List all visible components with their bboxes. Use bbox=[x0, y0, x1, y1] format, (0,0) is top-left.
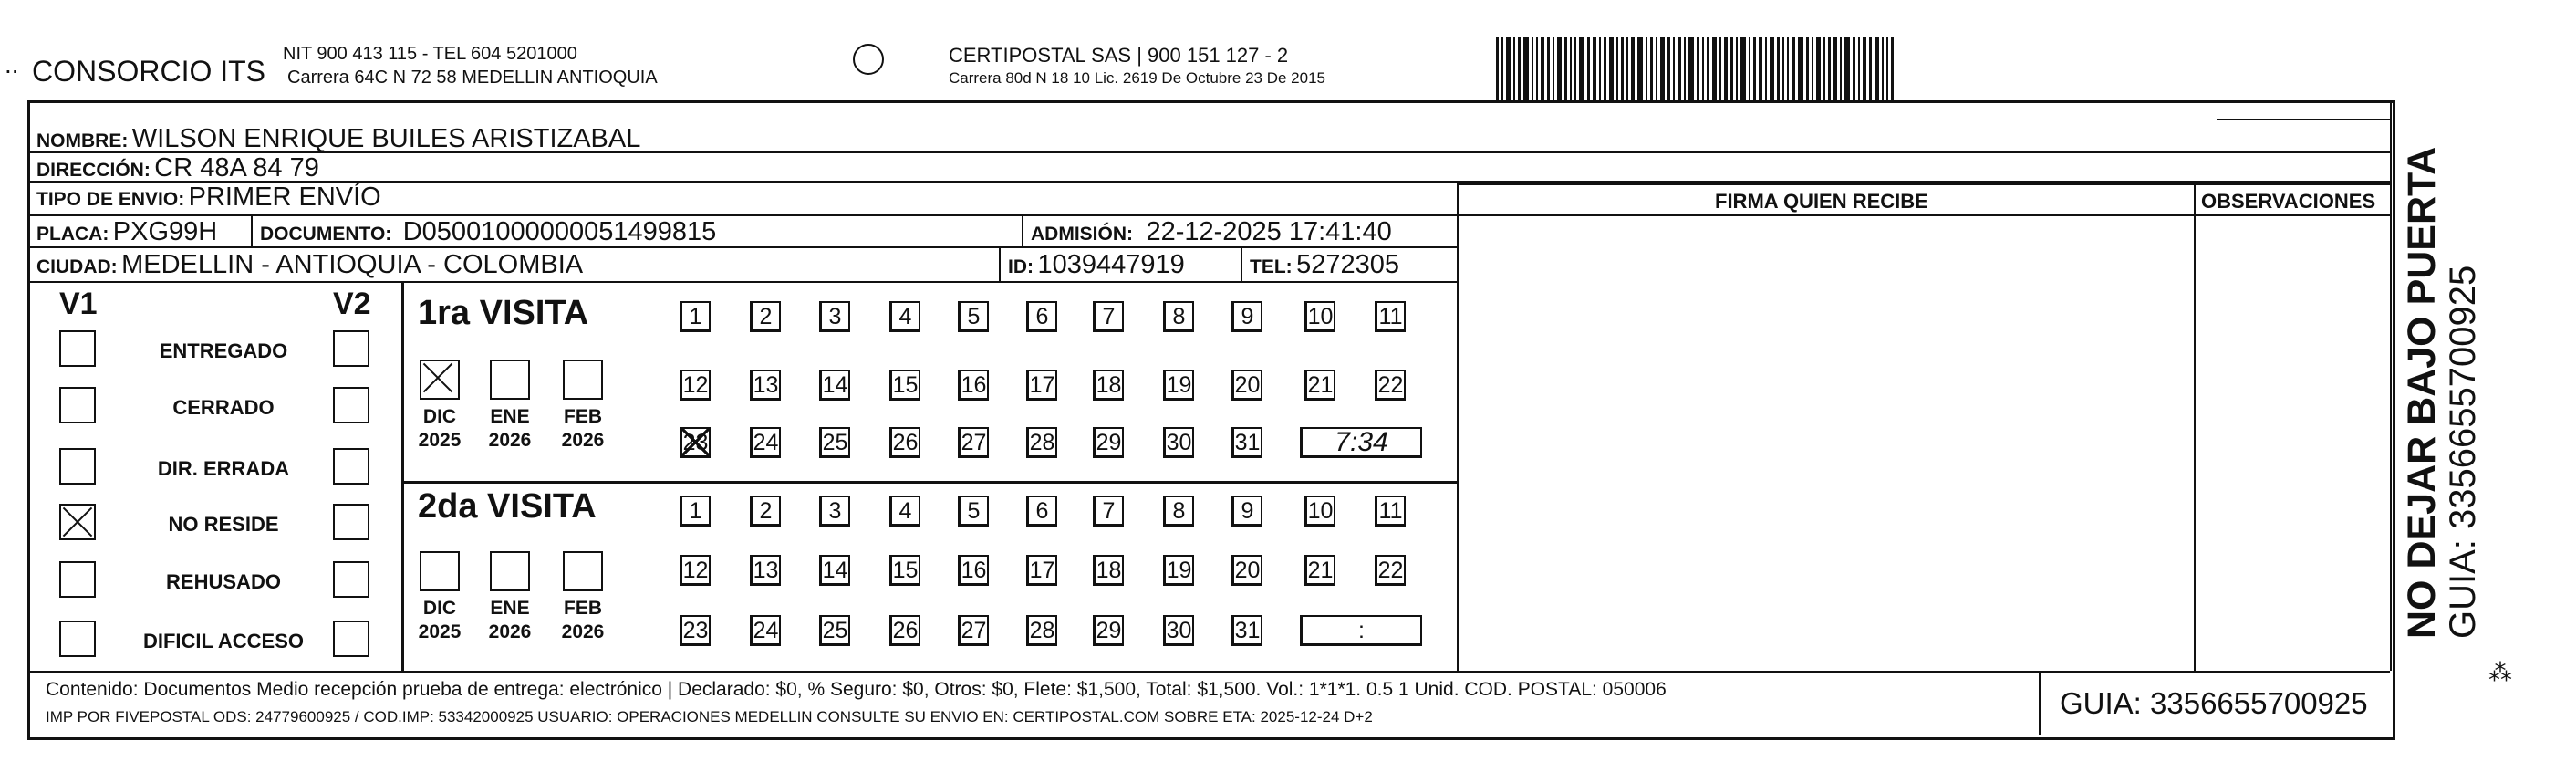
v1-label: V1 bbox=[59, 287, 98, 321]
v2-checkbox[interactable] bbox=[333, 448, 369, 485]
footer-contenido: Contenido: Documentos Medio recepción prueba de entrega: electrónico | Declarado: $0, % Seguro: $0, Otros: $0, Flete: $1,500, Total: $1,500. Vol.: 1*1*1. 0.5 1 Unid. COD. POSTAL: 050006 bbox=[46, 679, 1667, 700]
day-box[interactable]: 28 bbox=[1026, 427, 1057, 458]
month-checkbox[interactable] bbox=[563, 551, 603, 591]
day-box[interactable]: 31 bbox=[1231, 615, 1262, 646]
status-label: NO RESIDE bbox=[168, 513, 279, 536]
v2-checkbox[interactable] bbox=[333, 621, 369, 657]
day-box[interactable]: 23 bbox=[680, 615, 711, 646]
v2-checkbox[interactable] bbox=[333, 387, 369, 423]
day-box[interactable]: 15 bbox=[889, 370, 920, 401]
day-box[interactable]: 12 bbox=[680, 370, 711, 401]
day-box[interactable]: 25 bbox=[819, 615, 850, 646]
firma-label: FIRMA QUIEN RECIBE bbox=[1715, 190, 1928, 213]
id-row bbox=[1008, 250, 1185, 280]
month-label: FEB 2026 bbox=[561, 598, 605, 642]
nombre-label: NOMBRE: bbox=[36, 130, 129, 151]
day-box[interactable]: 2 bbox=[750, 496, 781, 527]
month-checkbox[interactable] bbox=[490, 360, 530, 400]
day-box[interactable]: 14 bbox=[819, 555, 850, 586]
status-label: DIR. ERRADA bbox=[157, 457, 290, 480]
v1-checkbox[interactable] bbox=[59, 561, 96, 598]
tipo-value: PRIMER ENVÍO bbox=[188, 183, 381, 212]
month-checkbox[interactable] bbox=[490, 551, 530, 591]
day-box[interactable]: 6 bbox=[1026, 301, 1057, 332]
day-box[interactable]: 26 bbox=[889, 615, 920, 646]
ciudad-label: CIUDAD: bbox=[36, 256, 118, 277]
footer-imp: IMP POR FIVEPOSTAL ODS: 24779600925 / COD.IMP: 53342000925 USUARIO: OPERACIONES MEDELLIN CONSULTE SU ENVIO EN: CERTIPOSTAL.COM SOBRE ETA: 2025-12-24 D+2 bbox=[46, 708, 1373, 725]
certipostal-address: Carrera 80d N 18 10 Lic. 2619 De Octubre 23 De 2015 bbox=[949, 69, 1325, 87]
month-label: DIC 2025 bbox=[418, 598, 462, 642]
day-box[interactable]: 13 bbox=[750, 370, 781, 401]
month-label: ENE 2026 bbox=[488, 406, 532, 451]
company-nit: NIT 900 413 115 - TEL 604 5201000 bbox=[283, 44, 577, 64]
placa-label: PLACA: bbox=[36, 224, 109, 245]
tel-value: 5272305 bbox=[1296, 250, 1400, 279]
status-label: REHUSADO bbox=[166, 570, 281, 593]
day-box[interactable]: 30 bbox=[1163, 427, 1194, 458]
id-value: 1039447919 bbox=[1037, 250, 1185, 279]
month-checkbox[interactable] bbox=[563, 360, 603, 400]
status-label: DIFICIL ACCESO bbox=[142, 630, 304, 652]
v1-checkbox[interactable] bbox=[59, 504, 96, 540]
day-box[interactable]: 15 bbox=[889, 555, 920, 586]
id-label: ID: bbox=[1008, 256, 1034, 277]
v2-checkbox[interactable] bbox=[333, 561, 369, 598]
direccion-value: CR 48A 84 79 bbox=[154, 153, 319, 183]
month-label: ENE 2026 bbox=[488, 598, 532, 642]
observaciones-label: OBSERVACIONES bbox=[2201, 190, 2376, 213]
v2-checkbox[interactable] bbox=[333, 504, 369, 540]
tipo-label: TIPO DE ENVIO: bbox=[36, 189, 185, 210]
month-label: DIC 2025 bbox=[418, 406, 462, 451]
day-box[interactable]: 13 bbox=[750, 555, 781, 586]
v1-checkbox[interactable] bbox=[59, 387, 96, 423]
certipostal-name: CERTIPOSTAL SAS | 900 151 127 - 2 bbox=[949, 44, 1289, 67]
day-box[interactable]: 24 bbox=[750, 615, 781, 646]
barcode bbox=[1496, 37, 1896, 100]
visit2-title: 2da VISITA bbox=[418, 487, 597, 526]
day-box[interactable]: 24 bbox=[750, 427, 781, 458]
tel-row bbox=[1250, 250, 1399, 280]
day-box[interactable]: 17 bbox=[1026, 555, 1057, 586]
day-box[interactable]: 29 bbox=[1093, 427, 1124, 458]
day-box[interactable]: 6 bbox=[1026, 496, 1057, 527]
delivery-form bbox=[27, 100, 2395, 740]
ciudad-value: MEDELLIN - ANTIOQUIA - COLOMBIA bbox=[121, 250, 584, 279]
day-box[interactable]: 26 bbox=[889, 427, 920, 458]
time-box[interactable]: : bbox=[1300, 615, 1422, 646]
nombre-value: WILSON ENRIQUE BUILES ARISTIZABAL bbox=[131, 124, 641, 153]
day-box[interactable]: 21 bbox=[1304, 370, 1335, 401]
day-box[interactable]: 2 bbox=[750, 301, 781, 332]
admision-value: 22-12-2025 17:41:40 bbox=[1146, 217, 1392, 246]
side-text bbox=[2401, 0, 2483, 639]
tel-label: TEL: bbox=[1250, 256, 1293, 277]
direccion-label: DIRECCIÓN: bbox=[36, 160, 151, 181]
documento-value: D05001000000051499815 bbox=[402, 217, 717, 246]
day-box[interactable]: 1 bbox=[680, 301, 711, 332]
admision-label: ADMISIÓN: bbox=[1031, 224, 1133, 245]
documento-label: DOCUMENTO: bbox=[260, 224, 392, 245]
day-box[interactable]: 27 bbox=[958, 615, 989, 646]
day-box[interactable]: 14 bbox=[819, 370, 850, 401]
day-box[interactable]: 11 bbox=[1375, 301, 1406, 332]
nombre-row bbox=[36, 124, 640, 154]
day-box[interactable]: 19 bbox=[1163, 370, 1194, 401]
day-box[interactable]: 9 bbox=[1231, 301, 1262, 332]
day-box[interactable]: 29 bbox=[1093, 615, 1124, 646]
placa-value: PXG99H bbox=[112, 217, 218, 246]
documento-row bbox=[260, 217, 716, 247]
side-guia: GUIA: 3356655700925 bbox=[2443, 265, 2483, 639]
admision-row bbox=[1031, 217, 1392, 247]
day-box[interactable]: 4 bbox=[889, 301, 920, 332]
day-box[interactable]: 17 bbox=[1026, 370, 1057, 401]
day-box[interactable]: 10 bbox=[1304, 301, 1335, 332]
status-label: ENTREGADO bbox=[159, 339, 288, 362]
day-box[interactable]: 27 bbox=[958, 427, 989, 458]
certipostal-logo-icon bbox=[853, 44, 884, 75]
day-box[interactable]: 8 bbox=[1163, 496, 1194, 527]
side-warning: NO DEJAR BAJO PUERTA bbox=[2400, 146, 2444, 639]
v1-checkbox[interactable] bbox=[59, 621, 96, 657]
day-box[interactable]: 25 bbox=[819, 427, 850, 458]
day-box[interactable]: 20 bbox=[1231, 555, 1262, 586]
visit1-title: 1ra VISITA bbox=[418, 294, 589, 332]
footer-guia: GUIA: 3356655700925 bbox=[2060, 686, 2368, 720]
company-dots: .. bbox=[5, 50, 19, 78]
day-box[interactable]: 5 bbox=[958, 496, 989, 527]
v1-checkbox[interactable] bbox=[59, 330, 96, 367]
day-box[interactable]: 22 bbox=[1375, 555, 1406, 586]
day-box[interactable]: 7 bbox=[1093, 301, 1124, 332]
day-box[interactable]: 16 bbox=[958, 555, 989, 586]
day-box[interactable]: 21 bbox=[1304, 555, 1335, 586]
day-box[interactable]: 1 bbox=[680, 496, 711, 527]
day-box[interactable]: 7 bbox=[1093, 496, 1124, 527]
day-box[interactable]: 4 bbox=[889, 496, 920, 527]
placa-row bbox=[36, 217, 217, 247]
v2-label: V2 bbox=[333, 287, 371, 321]
corner-mark: ⁂ bbox=[2488, 659, 2512, 686]
day-box[interactable]: 9 bbox=[1231, 496, 1262, 527]
day-box[interactable]: 16 bbox=[958, 370, 989, 401]
company-address: Carrera 64C N 72 58 MEDELLIN ANTIOQUIA bbox=[287, 68, 658, 88]
v1-checkbox[interactable] bbox=[59, 448, 96, 485]
direccion-row bbox=[36, 153, 319, 183]
day-box[interactable]: 18 bbox=[1093, 370, 1124, 401]
day-box[interactable]: 23 bbox=[680, 427, 711, 458]
day-box[interactable]: 30 bbox=[1163, 615, 1194, 646]
month-label: FEB 2026 bbox=[561, 406, 605, 451]
v2-checkbox[interactable] bbox=[333, 330, 369, 367]
time-box[interactable]: 7:34 bbox=[1300, 427, 1422, 458]
day-box[interactable]: 22 bbox=[1375, 370, 1406, 401]
company-name: CONSORCIO ITS bbox=[32, 55, 266, 88]
day-box[interactable]: 10 bbox=[1304, 496, 1335, 527]
status-label: CERRADO bbox=[172, 396, 275, 419]
day-box[interactable]: 31 bbox=[1231, 427, 1262, 458]
day-box[interactable]: 12 bbox=[680, 555, 711, 586]
ciudad-row bbox=[36, 250, 583, 280]
tipo-row bbox=[36, 183, 381, 213]
day-box[interactable]: 19 bbox=[1163, 555, 1194, 586]
day-box[interactable]: 28 bbox=[1026, 615, 1057, 646]
day-box[interactable]: 3 bbox=[819, 301, 850, 332]
month-checkbox[interactable] bbox=[420, 551, 460, 591]
day-box[interactable]: 8 bbox=[1163, 301, 1194, 332]
day-box[interactable]: 3 bbox=[819, 496, 850, 527]
month-checkbox[interactable] bbox=[420, 360, 460, 400]
day-box[interactable]: 11 bbox=[1375, 496, 1406, 527]
day-box[interactable]: 5 bbox=[958, 301, 989, 332]
day-box[interactable]: 20 bbox=[1231, 370, 1262, 401]
day-box[interactable]: 18 bbox=[1093, 555, 1124, 586]
